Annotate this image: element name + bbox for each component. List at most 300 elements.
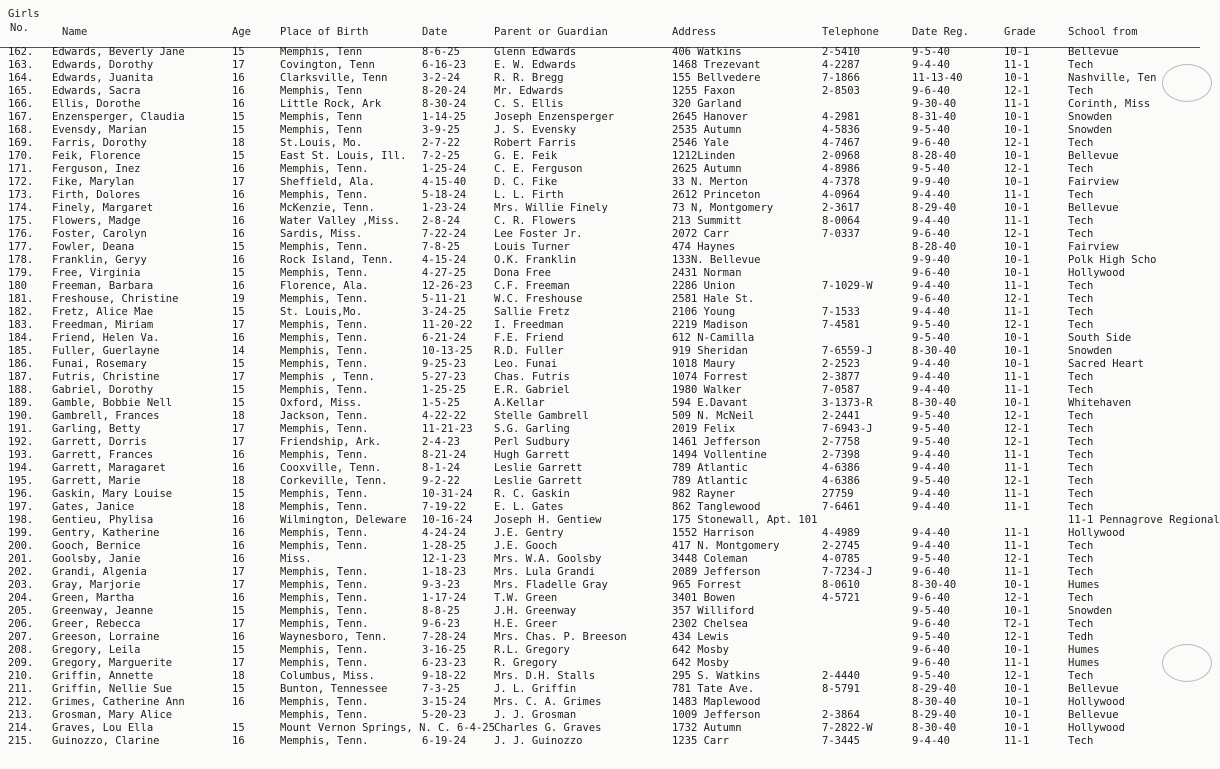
- cell-birth-date: 5-20-23: [422, 709, 467, 721]
- cell-address: 155 Bellvedere: [672, 72, 761, 84]
- cell-age: 18: [232, 475, 245, 487]
- cell-grade: 11-1: [1004, 540, 1030, 552]
- cell-parent: S.G. Garling: [494, 423, 570, 435]
- cell-date-registered: 8-28-40: [912, 150, 957, 162]
- cell-age: 16: [232, 215, 245, 227]
- cell-address: 3448 Coleman: [672, 553, 748, 565]
- cell-telephone: 7-1866: [822, 72, 860, 84]
- cell-date-registered: 9-4-40: [912, 527, 950, 539]
- cell-date-registered: 9-4-40: [912, 358, 950, 370]
- cell-address: 1212Linden: [672, 150, 736, 162]
- table-row: [0, 488, 1200, 501]
- cell-place-of-birth: Memphis, Tenn.: [280, 345, 369, 357]
- cell-school-from: Sacred Heart: [1068, 358, 1144, 370]
- cell-place-of-birth: Memphis, Tenn.: [280, 488, 369, 500]
- cell-age: 15: [232, 124, 245, 136]
- cell-address: 406 Watkins: [672, 46, 742, 58]
- cell-name: Garling, Betty: [52, 423, 141, 435]
- cell-school-from: Tech: [1068, 618, 1094, 630]
- cell-name: Freedman, Miriam: [52, 319, 154, 331]
- cell-birth-date: 4-22-22: [422, 410, 467, 422]
- cell-birth-date: 6-23-23: [422, 657, 467, 669]
- cell-birth-date: 6-21-24: [422, 332, 467, 344]
- cell-grade: 11-1: [1004, 501, 1030, 513]
- cell-parent: E. W. Edwards: [494, 59, 577, 71]
- cell-parent: J. J. Grosman: [494, 709, 577, 721]
- cell-parent: Mrs. Willie Finely: [494, 202, 608, 214]
- cell-grade: 11-1: [1004, 306, 1030, 318]
- cell-birth-date: 1-17-24: [422, 592, 467, 604]
- cell-number: 196.: [8, 488, 34, 500]
- cell-date-registered: 9-6-40: [912, 85, 950, 97]
- header-telephone: Telephone: [822, 26, 879, 38]
- cell-name: Gentry, Katherine: [52, 527, 160, 539]
- cell-number: 173.: [8, 189, 34, 201]
- cell-grade: 10-1: [1004, 605, 1030, 617]
- cell-school-from: Humes: [1068, 644, 1100, 656]
- cell-place-of-birth: Wilmington, Deleware: [280, 514, 407, 526]
- cell-age: 17: [232, 59, 245, 71]
- cell-school-from: Tech: [1068, 189, 1094, 201]
- cell-birth-date: 1-18-23: [422, 566, 467, 578]
- cell-grade: 11-1: [1004, 59, 1030, 71]
- cell-age: 15: [232, 683, 245, 695]
- table-row: [0, 449, 1200, 462]
- cell-date-registered: 9-9-40: [912, 176, 950, 188]
- cell-date-registered: 8-30-40: [912, 722, 957, 734]
- cell-number: 194.: [8, 462, 34, 474]
- cell-school-from: Fairview: [1068, 241, 1119, 253]
- cell-address: 789 Atlantic: [672, 462, 748, 474]
- cell-grade: 10-1: [1004, 72, 1030, 84]
- cell-number: 164.: [8, 72, 34, 84]
- cell-date-registered: 9-4-40: [912, 189, 950, 201]
- table-row: [0, 306, 1200, 319]
- cell-place-of-birth: Waynesboro, Tenn.: [280, 631, 388, 643]
- cell-name: Graves, Lou Ella: [52, 722, 154, 734]
- cell-address: 133N. Bellevue: [672, 254, 761, 266]
- cell-age: 16: [232, 254, 245, 266]
- cell-birth-date: 3-9-25: [422, 124, 460, 136]
- cell-number: 176.: [8, 228, 34, 240]
- cell-birth-date: 8-20-24: [422, 85, 467, 97]
- cell-date-registered: 8-30-40: [912, 397, 957, 409]
- cell-age: 16: [232, 85, 245, 97]
- cell-date-registered: 9-6-40: [912, 644, 950, 656]
- cell-school-from: Snowden: [1068, 605, 1113, 617]
- cell-address: 2581 Hale St.: [672, 293, 755, 305]
- cell-birth-date: 9-18-22: [422, 670, 467, 682]
- cell-age: 16: [232, 462, 245, 474]
- cell-address: 965 Forrest: [672, 579, 742, 591]
- cell-school-from: Tech: [1068, 566, 1094, 578]
- cell-school-from: Tech: [1068, 462, 1094, 474]
- table-row: [0, 553, 1200, 566]
- cell-age: 15: [232, 488, 245, 500]
- cell-address: 1494 Vollentine: [672, 449, 767, 461]
- table-row: [0, 254, 1200, 267]
- cell-number: 192.: [8, 436, 34, 448]
- cell-school-from: Tech: [1068, 670, 1094, 682]
- cell-birth-date: 8-6-25: [422, 46, 460, 58]
- cell-date-registered: 9-6-40: [912, 137, 950, 149]
- cell-school-from: Tech: [1068, 163, 1094, 175]
- cell-telephone: 7-1029-W: [822, 280, 873, 292]
- cell-birth-date: 3-24-25: [422, 306, 467, 318]
- cell-birth-date: 2-4-23: [422, 436, 460, 448]
- cell-school-from: Tech: [1068, 85, 1094, 97]
- cell-parent: Mr. Edwards: [494, 85, 564, 97]
- cell-age: 16: [232, 735, 245, 747]
- cell-birth-date: 5-11-21: [422, 293, 467, 305]
- cell-address: 1009 Jefferson: [672, 709, 761, 721]
- cell-date-registered: 9-5-40: [912, 631, 950, 643]
- cell-telephone: 2-4440: [822, 670, 860, 682]
- cell-parent: C.F. Freeman: [494, 280, 570, 292]
- cell-grade: 10-1: [1004, 254, 1030, 266]
- cell-grade: 10-1: [1004, 683, 1030, 695]
- cell-school-from: Tedh: [1068, 631, 1094, 643]
- cell-number: 201.: [8, 553, 34, 565]
- cell-number: 180: [8, 280, 27, 292]
- cell-address: 2286 Union: [672, 280, 736, 292]
- table-row: [0, 46, 1200, 59]
- cell-parent: J. L. Griffin: [494, 683, 577, 695]
- cell-place-of-birth: Memphis, Tenn.: [280, 566, 369, 578]
- table-row: [0, 670, 1200, 683]
- cell-school-from: Polk High Scho: [1068, 254, 1157, 266]
- cell-place-of-birth: Memphis, Tenn.: [280, 267, 369, 279]
- cell-number: 170.: [8, 150, 34, 162]
- cell-age: 16: [232, 163, 245, 175]
- cell-date-registered: 9-4-40: [912, 488, 950, 500]
- cell-age: 16: [232, 280, 245, 292]
- cell-date-registered: 8-30-40: [912, 345, 957, 357]
- cell-birth-date: 8-1-24: [422, 462, 460, 474]
- cell-date-registered: 9-4-40: [912, 59, 950, 71]
- cell-date-registered: 9-6-40: [912, 267, 950, 279]
- table-row: [0, 397, 1200, 410]
- cell-name: Franklin, Geryy: [52, 254, 147, 266]
- cell-telephone: 27759: [822, 488, 854, 500]
- cell-parent: C. E. Ferguson: [494, 163, 583, 175]
- cell-parent: Charles G. Graves: [494, 722, 602, 734]
- cell-telephone: 7-3445: [822, 735, 860, 747]
- cell-school-from: South Side: [1068, 332, 1132, 344]
- cell-grade: 12-1: [1004, 319, 1030, 331]
- cell-place-of-birth: Memphis, Tenn: [280, 46, 363, 58]
- cell-birth-date: 1-25-25: [422, 384, 467, 396]
- cell-parent: Chas. Futris: [494, 371, 570, 383]
- cell-parent: C. S. Ellis: [494, 98, 564, 110]
- cell-date-registered: 9-6-40: [912, 618, 950, 630]
- cell-grade: 11-1: [1004, 98, 1030, 110]
- cell-number: 179.: [8, 267, 34, 279]
- cell-number: 172.: [8, 176, 34, 188]
- cell-number: 207.: [8, 631, 34, 643]
- cell-parent: Mrs. D.H. Stalls: [494, 670, 596, 682]
- table-row: [0, 293, 1200, 306]
- cell-address: 2219 Madison: [672, 319, 748, 331]
- cell-name: Griffin, Nellie Sue: [52, 683, 173, 695]
- cell-school-from: Tech: [1068, 371, 1094, 383]
- cell-age: 17: [232, 423, 245, 435]
- cell-number: 199.: [8, 527, 34, 539]
- cell-place-of-birth: Memphis , Tenn.: [280, 371, 375, 383]
- cell-place-of-birth: Memphis, Tenn.: [280, 241, 369, 253]
- cell-place-of-birth: Jackson, Tenn.: [280, 410, 369, 422]
- cell-date-registered: 9-5-40: [912, 319, 950, 331]
- cell-address: 2072 Carr: [672, 228, 729, 240]
- cell-name: Ellis, Dorothe: [52, 98, 141, 110]
- cell-birth-date: 4-27-25: [422, 267, 467, 279]
- cell-grade: 12-1: [1004, 85, 1030, 97]
- cell-date-registered: 9-5-40: [912, 553, 950, 565]
- cell-grade: 10-1: [1004, 644, 1030, 656]
- cell-date-registered: 9-6-40: [912, 592, 950, 604]
- cell-name: Fretz, Alice Mae: [52, 306, 154, 318]
- cell-number: 174.: [8, 202, 34, 214]
- cell-telephone: 8-0610: [822, 579, 860, 591]
- cell-name: Gentieu, Phylisa: [52, 514, 154, 526]
- cell-number: 190.: [8, 410, 34, 422]
- header-place-of-birth: Place of Birth: [280, 26, 369, 38]
- cell-grade: 12-1: [1004, 163, 1030, 175]
- cell-telephone: 2-3864: [822, 709, 860, 721]
- table-row: [0, 735, 1200, 748]
- cell-parent: Joseph Enzensperger: [494, 111, 615, 123]
- cell-number: 189.: [8, 397, 34, 409]
- cell-number: 177.: [8, 241, 34, 253]
- cell-number: 211.: [8, 683, 34, 695]
- cell-birth-date: 2-8-24: [422, 215, 460, 227]
- cell-age: 16: [232, 553, 245, 565]
- cell-name: Greeson, Lorraine: [52, 631, 160, 643]
- cell-grade: 11-1: [1004, 462, 1030, 474]
- cell-age: 15: [232, 267, 245, 279]
- cell-place-of-birth: Corkeville, Tenn.: [280, 475, 388, 487]
- cell-age: 18: [232, 137, 245, 149]
- cell-number: 168.: [8, 124, 34, 136]
- cell-address: 295 S. Watkins: [672, 670, 761, 682]
- cell-birth-date: 7-22-24: [422, 228, 467, 240]
- cell-school-from: Tech: [1068, 306, 1094, 318]
- table-row: [0, 98, 1200, 111]
- cell-name: Freeman, Barbara: [52, 280, 154, 292]
- cell-place-of-birth: Rock Island, Tenn.: [280, 254, 394, 266]
- cell-address: 1732 Autumn: [672, 722, 742, 734]
- cell-age: 15: [232, 46, 245, 58]
- cell-birth-date: 4-15-24: [422, 254, 467, 266]
- cell-telephone: 3-1373-R: [822, 397, 873, 409]
- cell-grade: 11-1: [1004, 449, 1030, 461]
- cell-number: 186.: [8, 358, 34, 370]
- cell-telephone: 2-3877: [822, 371, 860, 383]
- table-row: [0, 683, 1200, 696]
- cell-telephone: 4-0964: [822, 189, 860, 201]
- cell-place-of-birth: Memphis, Tenn.: [280, 540, 369, 552]
- cell-number: 163.: [8, 59, 34, 71]
- cell-address: 2019 Felix: [672, 423, 736, 435]
- cell-address: 1461 Jefferson: [672, 436, 761, 448]
- header-date: Date: [422, 26, 448, 38]
- table-row: [0, 189, 1200, 202]
- cell-age: 17: [232, 657, 245, 669]
- cell-address: 1980 Walker: [672, 384, 742, 396]
- cell-birth-date: 6-16-23: [422, 59, 467, 71]
- cell-grade: 12-1: [1004, 631, 1030, 643]
- cell-name: Gamble, Bobbie Nell: [52, 397, 173, 409]
- cell-date-registered: 9-30-40: [912, 98, 957, 110]
- cell-name: Fike, Marylan: [52, 176, 135, 188]
- cell-name: Edwards, Beverly Jane: [52, 46, 185, 58]
- cell-grade: 11-1: [1004, 189, 1030, 201]
- cell-name: Grosman, Mary Alice: [52, 709, 173, 721]
- table-row: [0, 605, 1200, 618]
- cell-school-from: Hollywood: [1068, 527, 1125, 539]
- cell-school-from: Snowden: [1068, 111, 1113, 123]
- table-row: [0, 696, 1200, 709]
- cell-school-from: 11-1 Pennagrove Regional: [1068, 514, 1220, 526]
- table-row: [0, 423, 1200, 436]
- cell-place-of-birth: Water Valley ,Miss.: [280, 215, 401, 227]
- cell-grade: 10-1: [1004, 358, 1030, 370]
- cell-address: 320 Garland: [672, 98, 742, 110]
- cell-school-from: Tech: [1068, 215, 1094, 227]
- cell-place-of-birth: Clarksville, Tenn: [280, 72, 388, 84]
- cell-date-registered: 9-6-40: [912, 228, 950, 240]
- cell-place-of-birth: Memphis, Tenn.: [280, 449, 369, 461]
- cell-place-of-birth: Memphis, Tenn.: [280, 735, 369, 747]
- cell-address: 2625 Autumn: [672, 163, 742, 175]
- cell-name: Edwards, Dorothy: [52, 59, 154, 71]
- cell-school-from: Tech: [1068, 280, 1094, 292]
- cell-name: Ferguson, Inez: [52, 163, 141, 175]
- cell-grade: 10-1: [1004, 111, 1030, 123]
- cell-grade: 10-1: [1004, 696, 1030, 708]
- cell-place-of-birth: Memphis, Tenn: [280, 124, 363, 136]
- cell-birth-date: 2-7-22: [422, 137, 460, 149]
- cell-address: 73 N, Montgomery: [672, 202, 774, 214]
- cell-number: 212.: [8, 696, 34, 708]
- cell-age: 16: [232, 202, 245, 214]
- cell-grade: 12-1: [1004, 670, 1030, 682]
- cell-grade: 12-1: [1004, 293, 1030, 305]
- cell-address: 357 Williford: [672, 605, 755, 617]
- table-row: [0, 228, 1200, 241]
- cell-address: 2302 Chelsea: [672, 618, 748, 630]
- cell-address: 862 Tanglewood: [672, 501, 761, 513]
- cell-number: 188.: [8, 384, 34, 396]
- cell-date-registered: 8-31-40: [912, 111, 957, 123]
- cell-parent: Lee Foster Jr.: [494, 228, 583, 240]
- cell-date-registered: 8-29-40: [912, 683, 957, 695]
- cell-address: 789 Atlantic: [672, 475, 748, 487]
- table-row: [0, 371, 1200, 384]
- table-row: [0, 644, 1200, 657]
- cell-age: 17: [232, 618, 245, 630]
- table-row: [0, 176, 1200, 189]
- cell-telephone: 8-5791: [822, 683, 860, 695]
- cell-number: 171.: [8, 163, 34, 175]
- cell-birth-date: 3-16-25: [422, 644, 467, 656]
- cell-parent: Louis Turner: [494, 241, 570, 253]
- cell-date-registered: 9-5-40: [912, 124, 950, 136]
- cell-name: Enzensperger, Claudia: [52, 111, 185, 123]
- cell-school-from: Hollywood: [1068, 722, 1125, 734]
- cell-number: 162.: [8, 46, 34, 58]
- cell-address: 594 E.Davant: [672, 397, 748, 409]
- cell-date-registered: 11-13-40: [912, 72, 963, 84]
- cell-birth-date: 4-24-24: [422, 527, 467, 539]
- cell-parent: J. J. Guinozzo: [494, 735, 583, 747]
- cell-number: 202.: [8, 566, 34, 578]
- cell-address: 1468 Trezevant: [672, 59, 761, 71]
- cell-name: Evensdy, Marian: [52, 124, 147, 136]
- cell-name: Garrett, Dorris: [52, 436, 147, 448]
- cell-age: 15: [232, 605, 245, 617]
- cell-parent: Mrs. W.A. Goolsby: [494, 553, 602, 565]
- cell-birth-date: 11-20-22: [422, 319, 473, 331]
- cell-number: 191.: [8, 423, 34, 435]
- cell-birth-date: 7-2-25: [422, 150, 460, 162]
- cell-age: 15: [232, 306, 245, 318]
- cell-date-registered: 9-6-40: [912, 657, 950, 669]
- cell-school-from: Bellevue: [1068, 683, 1119, 695]
- cell-parent: Robert Farris: [494, 137, 577, 149]
- cell-age: 16: [232, 72, 245, 84]
- cell-school-from: Humes: [1068, 579, 1100, 591]
- cell-date-registered: 9-9-40: [912, 254, 950, 266]
- cell-date-registered: 9-4-40: [912, 449, 950, 461]
- cell-grade: 10-1: [1004, 176, 1030, 188]
- cell-age: 17: [232, 566, 245, 578]
- header-no: No.: [10, 22, 29, 34]
- cell-place-of-birth: Memphis, Tenn.: [280, 293, 369, 305]
- cell-number: 215.: [8, 735, 34, 747]
- cell-name: Edwards, Sacra: [52, 85, 141, 97]
- cell-date-registered: 9-5-40: [912, 332, 950, 344]
- cell-place-of-birth: Memphis, Tenn.: [280, 527, 369, 539]
- cell-place-of-birth: Covington, Tenn: [280, 59, 375, 71]
- cell-place-of-birth: Memphis, Tenn.: [280, 709, 369, 721]
- cell-birth-date: 3-2-24: [422, 72, 460, 84]
- cell-parent: O.K. Franklin: [494, 254, 577, 266]
- cell-date-registered: 9-4-40: [912, 371, 950, 383]
- cell-telephone: 7-6943-J: [822, 423, 873, 435]
- header-grade: Grade: [1004, 26, 1036, 38]
- cell-place-of-birth: Memphis, Tenn.: [280, 189, 369, 201]
- cell-parent: R.L. Gregory: [494, 644, 570, 656]
- cell-grade: 12-1: [1004, 553, 1030, 565]
- table-row: [0, 722, 1200, 735]
- cell-age: 17: [232, 579, 245, 591]
- cell-grade: 11-1: [1004, 566, 1030, 578]
- cell-number: 203.: [8, 579, 34, 591]
- cell-grade: 10-1: [1004, 241, 1030, 253]
- header-school-from: School from: [1068, 26, 1138, 38]
- cell-birth-date: 1-25-24: [422, 163, 467, 175]
- cell-birth-date: 6-19-24: [422, 735, 467, 747]
- cell-telephone: 2-8503: [822, 85, 860, 97]
- table-row: [0, 124, 1200, 137]
- cell-school-from: Tech: [1068, 553, 1094, 565]
- cell-grade: 10-1: [1004, 722, 1030, 734]
- cell-grade: 12-1: [1004, 436, 1030, 448]
- table-row: [0, 319, 1200, 332]
- cell-parent: Mrs. Chas. P. Breeson: [494, 631, 627, 643]
- cell-address: 434 Lewis: [672, 631, 729, 643]
